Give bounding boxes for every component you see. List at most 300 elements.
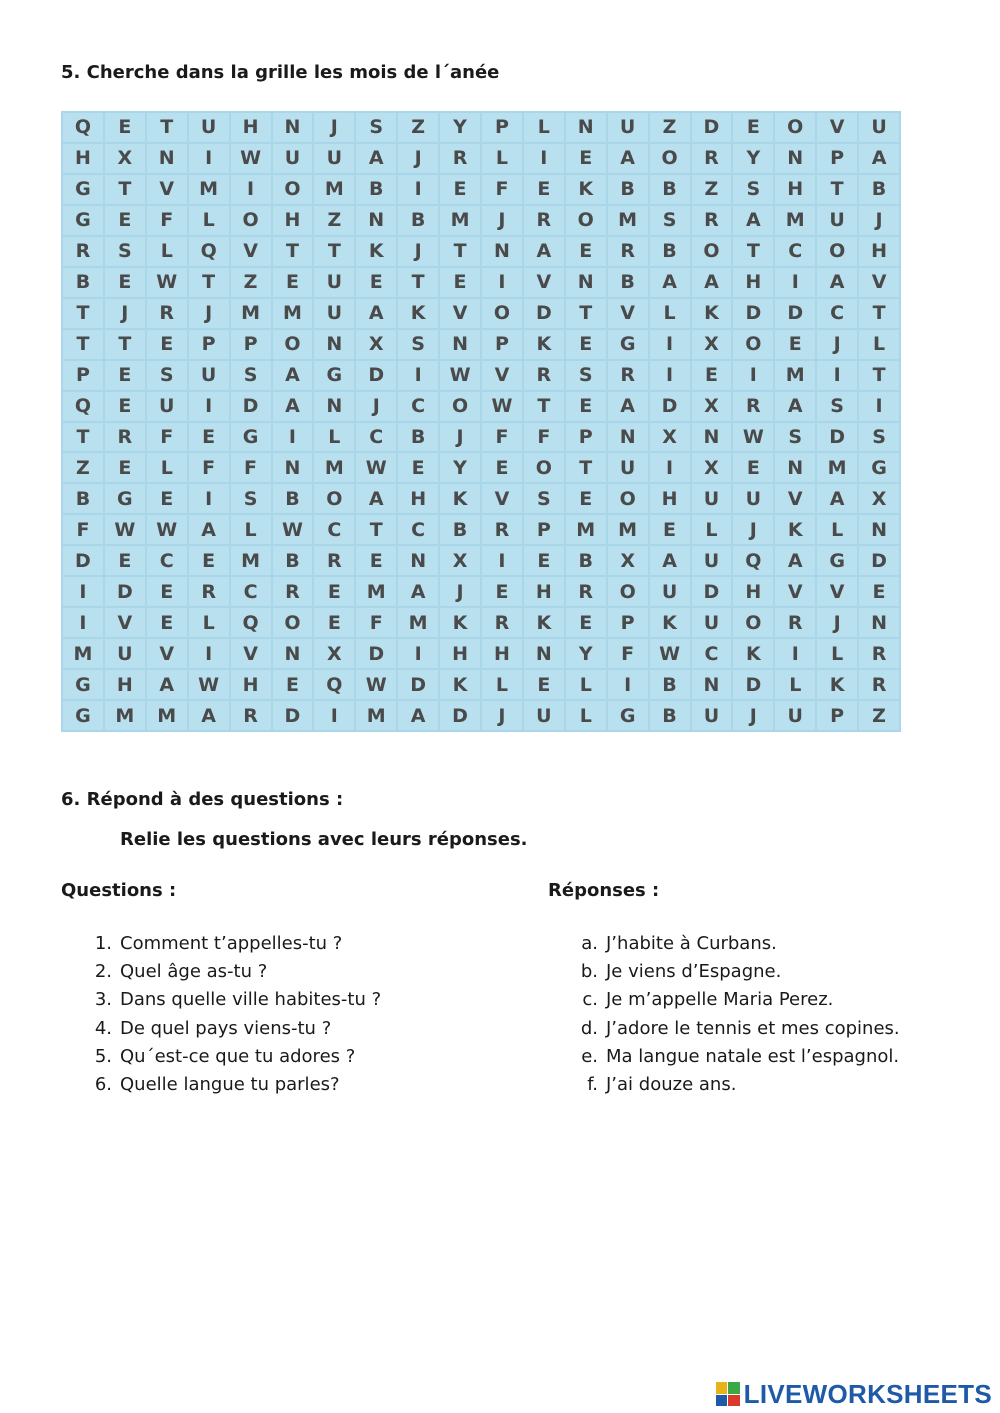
answer-item <box>572 986 900 1014</box>
grid-cell: O <box>273 330 313 359</box>
grid-cell: A <box>356 144 396 173</box>
grid-cell: O <box>440 392 480 421</box>
grid-cell: V <box>440 299 480 328</box>
grid-cell: P <box>524 515 564 544</box>
grid-cell: U <box>189 361 229 390</box>
answer-text: Ma langue natale est l’espagnol. <box>606 1045 900 1067</box>
question-item <box>88 1015 381 1043</box>
grid-cell: R <box>482 515 522 544</box>
grid-cell: B <box>398 423 438 452</box>
answer-text: Je viens d’Espagne. <box>606 961 782 983</box>
grid-cell: E <box>566 144 606 173</box>
grid-cell: A <box>524 237 564 266</box>
grid-cell: R <box>273 577 313 606</box>
answer-text: J’habite à Curbans. <box>606 933 777 954</box>
grid-cell: L <box>692 515 732 544</box>
grid-cell: E <box>356 268 396 297</box>
grid-cell: R <box>859 639 899 668</box>
grid-cell: Z <box>231 268 271 297</box>
grid-cell: W <box>147 515 187 544</box>
grid-cell: B <box>566 546 606 575</box>
grid-cell: E <box>105 546 145 575</box>
grid-cell: R <box>231 701 271 730</box>
grid-cell: A <box>147 670 187 699</box>
grid-cell: R <box>189 577 229 606</box>
grid-cell: U <box>273 144 313 173</box>
grid-cell: V <box>231 237 271 266</box>
grid-cell: N <box>314 330 354 359</box>
grid-cell: E <box>566 330 606 359</box>
grid-cell: D <box>440 701 480 730</box>
grid-cell: S <box>524 484 564 513</box>
grid-cell: U <box>524 701 564 730</box>
grid-cell: O <box>733 608 773 637</box>
grid-cell: E <box>566 484 606 513</box>
grid-cell: Q <box>314 670 354 699</box>
grid-cell: H <box>440 639 480 668</box>
grid-cell: E <box>105 206 145 235</box>
grid-cell: H <box>231 670 271 699</box>
grid-cell: O <box>273 175 313 204</box>
grid-cell: K <box>733 639 773 668</box>
grid-cell: V <box>859 268 899 297</box>
grid-cell: U <box>314 299 354 328</box>
grid-cell: I <box>482 546 522 575</box>
grid-cell: S <box>356 113 396 142</box>
grid-cell: R <box>566 577 606 606</box>
grid-cell: Y <box>440 113 480 142</box>
grid-cell: U <box>817 206 857 235</box>
question-item <box>88 1071 381 1099</box>
grid-cell: M <box>105 701 145 730</box>
grid-cell: W <box>189 670 229 699</box>
grid-cell: R <box>524 361 564 390</box>
grid-cell: T <box>63 299 103 328</box>
grid-cell: V <box>817 577 857 606</box>
grid-cell: K <box>524 330 564 359</box>
grid-cell: E <box>524 546 564 575</box>
grid-cell: K <box>524 608 564 637</box>
grid-cell: T <box>63 330 103 359</box>
grid-cell: D <box>733 670 773 699</box>
grid-cell: G <box>231 423 271 452</box>
grid-cell: M <box>63 639 103 668</box>
grid-cell: O <box>733 330 773 359</box>
grid-cell: C <box>692 639 732 668</box>
grid-cell: J <box>482 206 522 235</box>
grid-cell: O <box>608 577 648 606</box>
grid-cell: U <box>105 639 145 668</box>
logo-text: LIVEWORKSHEETS <box>743 1378 992 1409</box>
grid-cell: I <box>817 361 857 390</box>
grid-cell: Z <box>63 453 103 482</box>
grid-cell: U <box>189 113 229 142</box>
grid-cell: K <box>692 299 732 328</box>
grid-cell: T <box>566 453 606 482</box>
answer-text: Je m’appelle Maria Perez. <box>606 989 834 1011</box>
grid-cell: K <box>817 670 857 699</box>
grid-cell: D <box>650 392 690 421</box>
answer-letter: f. <box>587 1073 598 1095</box>
grid-cell: A <box>398 577 438 606</box>
grid-cell: C <box>147 546 187 575</box>
grid-cell: B <box>608 268 648 297</box>
grid-cell: U <box>147 392 187 421</box>
grid-cell: A <box>273 392 313 421</box>
grid-cell: U <box>608 113 648 142</box>
grid-cell: O <box>566 206 606 235</box>
grid-cell: X <box>314 639 354 668</box>
question-number: 4. <box>94 1017 112 1039</box>
grid-cell: J <box>817 608 857 637</box>
grid-cell: G <box>314 361 354 390</box>
grid-cell: R <box>608 361 648 390</box>
grid-cell: E <box>524 670 564 699</box>
grid-cell: M <box>314 175 354 204</box>
grid-cell: W <box>147 268 187 297</box>
grid-cell: D <box>692 577 732 606</box>
grid-cell: N <box>482 237 522 266</box>
grid-cell: I <box>733 361 773 390</box>
grid-cell: S <box>650 206 690 235</box>
grid-cell: E <box>692 361 732 390</box>
grid-cell: U <box>733 484 773 513</box>
grid-cell: T <box>189 268 229 297</box>
question-item <box>88 986 381 1014</box>
grid-cell: A <box>356 299 396 328</box>
grid-cell: L <box>147 453 187 482</box>
grid-cell: D <box>775 299 815 328</box>
grid-cell: U <box>608 453 648 482</box>
grid-cell: J <box>314 113 354 142</box>
grid-cell: A <box>608 392 648 421</box>
grid-cell: O <box>273 608 313 637</box>
grid-cell: A <box>817 484 857 513</box>
grid-cell: X <box>692 392 732 421</box>
grid-cell: E <box>273 268 313 297</box>
grid-cell: T <box>440 237 480 266</box>
grid-cell: C <box>398 392 438 421</box>
grid-cell: R <box>147 299 187 328</box>
section-6-title: 6. Répond à des questions : <box>61 789 344 810</box>
grid-cell: Z <box>650 113 690 142</box>
grid-cell: S <box>398 330 438 359</box>
grid-cell: R <box>733 392 773 421</box>
grid-cell: S <box>817 392 857 421</box>
grid-cell: T <box>524 392 564 421</box>
grid-cell: U <box>859 113 899 142</box>
grid-cell: E <box>273 670 313 699</box>
grid-cell: H <box>733 577 773 606</box>
grid-cell: L <box>147 237 187 266</box>
grid-cell: B <box>63 484 103 513</box>
grid-cell: H <box>231 113 271 142</box>
question-number: 3. <box>94 989 112 1011</box>
grid-cell: D <box>356 639 396 668</box>
grid-cell: M <box>356 577 396 606</box>
grid-cell: P <box>817 144 857 173</box>
grid-cell: N <box>524 639 564 668</box>
grid-cell: V <box>524 268 564 297</box>
grid-cell: O <box>775 113 815 142</box>
grid-cell: F <box>63 515 103 544</box>
grid-cell: C <box>356 423 396 452</box>
grid-cell: E <box>105 268 145 297</box>
grid-cell: L <box>189 206 229 235</box>
grid-cell: V <box>775 577 815 606</box>
grid-cell: M <box>189 175 229 204</box>
grid-cell: T <box>566 299 606 328</box>
grid-cell: I <box>524 144 564 173</box>
grid-cell: E <box>147 330 187 359</box>
grid-cell: A <box>189 701 229 730</box>
grid-cell: G <box>105 484 145 513</box>
question-text: Comment t’appelles-tu ? <box>120 933 343 954</box>
grid-cell: P <box>817 701 857 730</box>
grid-cell: K <box>440 608 480 637</box>
grid-cell: Z <box>692 175 732 204</box>
grid-cell: L <box>859 330 899 359</box>
grid-cell: O <box>314 484 354 513</box>
grid-cell: D <box>105 577 145 606</box>
grid-cell: I <box>482 268 522 297</box>
grid-cell: M <box>314 453 354 482</box>
grid-cell: P <box>231 330 271 359</box>
grid-cell: D <box>356 361 396 390</box>
grid-cell: S <box>775 423 815 452</box>
grid-cell: C <box>398 515 438 544</box>
grid-cell: S <box>147 361 187 390</box>
grid-cell: T <box>733 237 773 266</box>
grid-cell: J <box>440 423 480 452</box>
grid-cell: M <box>398 608 438 637</box>
grid-cell: G <box>63 175 103 204</box>
answer-letter: e. <box>581 1045 598 1067</box>
answer-letter: d. <box>580 1017 598 1039</box>
grid-cell: D <box>524 299 564 328</box>
grid-cell: L <box>817 515 857 544</box>
grid-cell: N <box>273 113 313 142</box>
grid-cell: N <box>398 546 438 575</box>
grid-cell: Q <box>733 546 773 575</box>
logo-badge-icon <box>716 1382 740 1406</box>
grid-cell: Y <box>733 144 773 173</box>
grid-cell: X <box>650 423 690 452</box>
grid-cell: L <box>189 608 229 637</box>
grid-cell: I <box>63 608 103 637</box>
grid-cell: N <box>775 144 815 173</box>
grid-cell: N <box>859 515 899 544</box>
grid-cell: S <box>231 361 271 390</box>
grid-cell: E <box>147 577 187 606</box>
grid-cell: V <box>482 361 522 390</box>
answer-item <box>572 930 900 958</box>
grid-cell: M <box>440 206 480 235</box>
grid-cell: A <box>608 144 648 173</box>
grid-cell: E <box>650 515 690 544</box>
grid-cell: E <box>482 453 522 482</box>
grid-cell: V <box>147 175 187 204</box>
grid-cell: J <box>105 299 145 328</box>
grid-cell: A <box>356 484 396 513</box>
answer-text: J’adore le tennis et mes copines. <box>606 1017 900 1039</box>
word-search-grid <box>61 111 901 732</box>
grid-cell: U <box>692 484 732 513</box>
grid-cell: B <box>273 546 313 575</box>
grid-cell: P <box>482 330 522 359</box>
grid-cell: S <box>733 175 773 204</box>
grid-cell: T <box>314 237 354 266</box>
grid-cell: F <box>147 206 187 235</box>
grid-cell: V <box>105 608 145 637</box>
grid-cell: S <box>859 423 899 452</box>
grid-cell: A <box>859 144 899 173</box>
grid-cell: P <box>608 608 648 637</box>
grid-cell: J <box>440 577 480 606</box>
grid-cell: Z <box>859 701 899 730</box>
grid-cell: B <box>650 670 690 699</box>
answers-list <box>572 930 900 1099</box>
grid-cell: K <box>440 670 480 699</box>
grid-cell: D <box>273 701 313 730</box>
grid-cell: M <box>608 206 648 235</box>
grid-cell: B <box>273 484 313 513</box>
grid-cell: E <box>356 546 396 575</box>
grid-cell: E <box>147 484 187 513</box>
answer-letter: b. <box>580 961 598 983</box>
grid-cell: I <box>650 361 690 390</box>
grid-cell: M <box>566 515 606 544</box>
grid-cell: U <box>314 268 354 297</box>
answer-letter: c. <box>582 989 598 1011</box>
answer-letter: a. <box>581 933 598 954</box>
grid-cell: N <box>314 392 354 421</box>
grid-cell: I <box>398 175 438 204</box>
grid-cell: C <box>817 299 857 328</box>
grid-cell: M <box>817 453 857 482</box>
grid-cell: I <box>189 639 229 668</box>
grid-cell: N <box>356 206 396 235</box>
grid-cell: P <box>566 423 606 452</box>
grid-cell: W <box>105 515 145 544</box>
grid-cell: H <box>273 206 313 235</box>
grid-cell: R <box>608 237 648 266</box>
grid-cell: U <box>692 546 732 575</box>
grid-cell: O <box>608 484 648 513</box>
grid-cell: R <box>692 206 732 235</box>
grid-cell: E <box>524 175 564 204</box>
grid-cell: R <box>105 423 145 452</box>
grid-cell: G <box>859 453 899 482</box>
answer-item <box>572 1043 900 1071</box>
grid-cell: W <box>231 144 271 173</box>
grid-cell: A <box>817 268 857 297</box>
grid-cell: E <box>733 453 773 482</box>
grid-cell: J <box>733 701 773 730</box>
grid-cell: F <box>482 175 522 204</box>
grid-cell: N <box>440 330 480 359</box>
grid-cell: L <box>566 670 606 699</box>
grid-cell: D <box>398 670 438 699</box>
grid-cell: N <box>775 453 815 482</box>
grid-cell: L <box>775 670 815 699</box>
grid-cell: B <box>398 206 438 235</box>
grid-cell: I <box>608 670 648 699</box>
question-text: Quel âge as-tu ? <box>120 961 268 983</box>
grid-cell: F <box>524 423 564 452</box>
grid-cell: L <box>314 423 354 452</box>
grid-cell: E <box>189 546 229 575</box>
grid-cell: I <box>775 268 815 297</box>
grid-cell: H <box>398 484 438 513</box>
grid-cell: I <box>859 392 899 421</box>
grid-cell: B <box>650 701 690 730</box>
grid-cell: B <box>440 515 480 544</box>
grid-cell: G <box>608 701 648 730</box>
grid-cell: V <box>775 484 815 513</box>
grid-cell: D <box>817 423 857 452</box>
grid-cell: V <box>817 113 857 142</box>
grid-cell: T <box>105 330 145 359</box>
grid-cell: T <box>859 299 899 328</box>
grid-cell: X <box>440 546 480 575</box>
grid-cell: E <box>147 608 187 637</box>
grid-cell: B <box>650 175 690 204</box>
grid-cell: K <box>566 175 606 204</box>
grid-cell: V <box>147 639 187 668</box>
grid-cell: J <box>356 392 396 421</box>
grid-cell: C <box>775 237 815 266</box>
question-text: Quelle langue tu parles? <box>120 1073 340 1095</box>
grid-cell: R <box>440 144 480 173</box>
grid-cell: A <box>273 361 313 390</box>
grid-cell: F <box>231 453 271 482</box>
grid-cell: H <box>859 237 899 266</box>
grid-cell: F <box>482 423 522 452</box>
grid-cell: O <box>692 237 732 266</box>
grid-cell: X <box>692 330 732 359</box>
grid-cell: F <box>608 639 648 668</box>
grid-cell: T <box>859 361 899 390</box>
grid-cell: R <box>482 608 522 637</box>
grid-cell: X <box>859 484 899 513</box>
grid-cell: T <box>273 237 313 266</box>
answer-item <box>572 958 900 986</box>
grid-cell: L <box>231 515 271 544</box>
grid-cell: E <box>566 237 606 266</box>
grid-cell: L <box>524 113 564 142</box>
grid-cell: A <box>692 268 732 297</box>
grid-cell: A <box>650 268 690 297</box>
grid-cell: I <box>650 453 690 482</box>
grid-cell: W <box>733 423 773 452</box>
grid-cell: G <box>608 330 648 359</box>
grid-cell: X <box>692 453 732 482</box>
liveworksheets-logo[interactable] <box>716 1377 992 1411</box>
grid-cell: I <box>63 577 103 606</box>
grid-cell: N <box>147 144 187 173</box>
grid-cell: B <box>650 237 690 266</box>
grid-cell: E <box>105 361 145 390</box>
grid-cell: T <box>147 113 187 142</box>
grid-cell: E <box>105 113 145 142</box>
grid-cell: I <box>314 701 354 730</box>
grid-cell: U <box>692 608 732 637</box>
grid-cell: R <box>692 144 732 173</box>
section-5-title: 5. Cherche dans la grille les mois de l´anée <box>61 62 500 83</box>
grid-cell: F <box>147 423 187 452</box>
grid-cell: S <box>231 484 271 513</box>
